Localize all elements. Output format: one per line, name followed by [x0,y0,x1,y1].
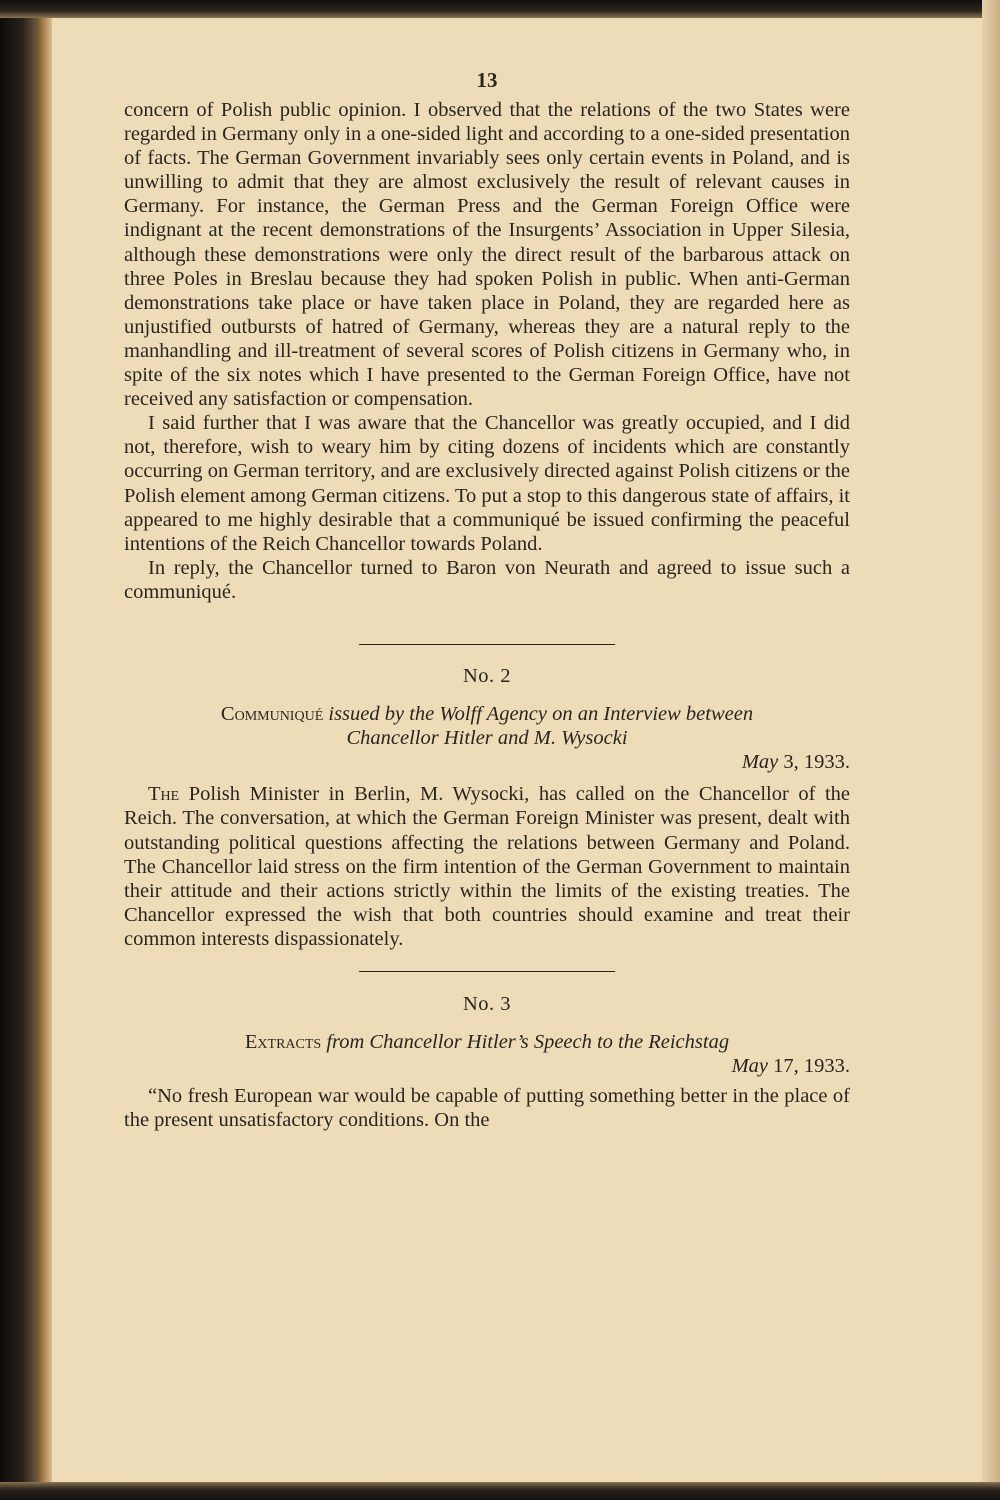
page-edge-stripe [38,0,52,1500]
heading-italic: Chancellor Hitler and M. Wysocki [346,727,628,750]
text-column [124,68,850,1132]
paragraph: The Polish Minister in Berlin, M. Wysocki, has called on the Chancellor of the Reich. The conversation, at which the German Foreign Minister was present, dealt with outstanding political questions affecting the relations between Germany and Poland. The Chancellor laid stress on the firm intention of the German Government to maintain their attitude and their actions strictly within the limits of the existing treaties. The Chancellor expressed the wish that both countries should examine and treat their common interests dispassionately. [124,783,851,950]
binding-shadow [0,0,38,1500]
heading-italic: from Chancellor Hitler’s Speech to the Reichstag [326,1031,730,1054]
document-date: May 3, 1933. [741,751,850,774]
page-number: 13 [476,68,498,92]
paragraph: “No fresh European war would be capable of putting something better in the place of the present unsatisfactory conditions. On the [124,1085,850,1132]
heading-italic: issued by the Wolff Agency on an Interview between [328,703,754,726]
document-date: May 17, 1933. [731,1055,850,1078]
heading-caps: Communiqué [220,703,324,726]
paragraph-continued: concern of Polish public opinion. I observed that the relations of the two States were regarded in Germany only in a one-sided light and according to a one-sided presentation of facts. The German Government invariably sees only certain events in Poland, and is unwilling to admit that they are almost exclusively the result of relevant causes in Germany. For instance, the German Press and the German Foreign Office were indignant at the recent demonstrations of the Insurgents’ Association in Upper Silesia, although these demonstrations were only the direct result of the barbarous attack on three Poles in Breslau because they had spoken Polish in public. When anti-German demonstrations take place or have taken place in Poland, they are regarded here as unjustified outbursts of hatred of Germany, whereas they are a natural reply to the manhandling and ill-treatment of several scores of Polish citizens in Germany who, in spite of the six notes which I have presented to the German Foreign Office, have not received any satisfaction or compensation. [124,99,850,411]
scan-border-right [982,0,1000,1500]
section-number: No. 2 [462,664,512,687]
paragraph: I said further that I was aware that the Chancellor was greatly occupied, and I did not, therefore, wish to weary him by citing dozens of incidents which are constantly occurring on German territory, and are exclusively directed against Polish citizens or the Polish element among German citizens. To put a stop to this dangerous state of affairs, it appeared to me highly desirable that a communiqué be issued confirming the peaceful intentions of the Reich Chancellor towards Poland. [124,412,850,555]
scan-border-bottom [0,1482,1000,1500]
scan-border-top [0,0,1000,18]
section-number: No. 3 [462,993,512,1015]
heading-caps: Extracts [244,1031,322,1054]
paragraph: In reply, the Chancellor turned to Baron von Neurath and agreed to issue such a communiqué. [124,556,850,603]
document-heading [124,1030,850,1054]
lead-in-caps: The [148,783,180,806]
document-heading [124,702,850,750]
